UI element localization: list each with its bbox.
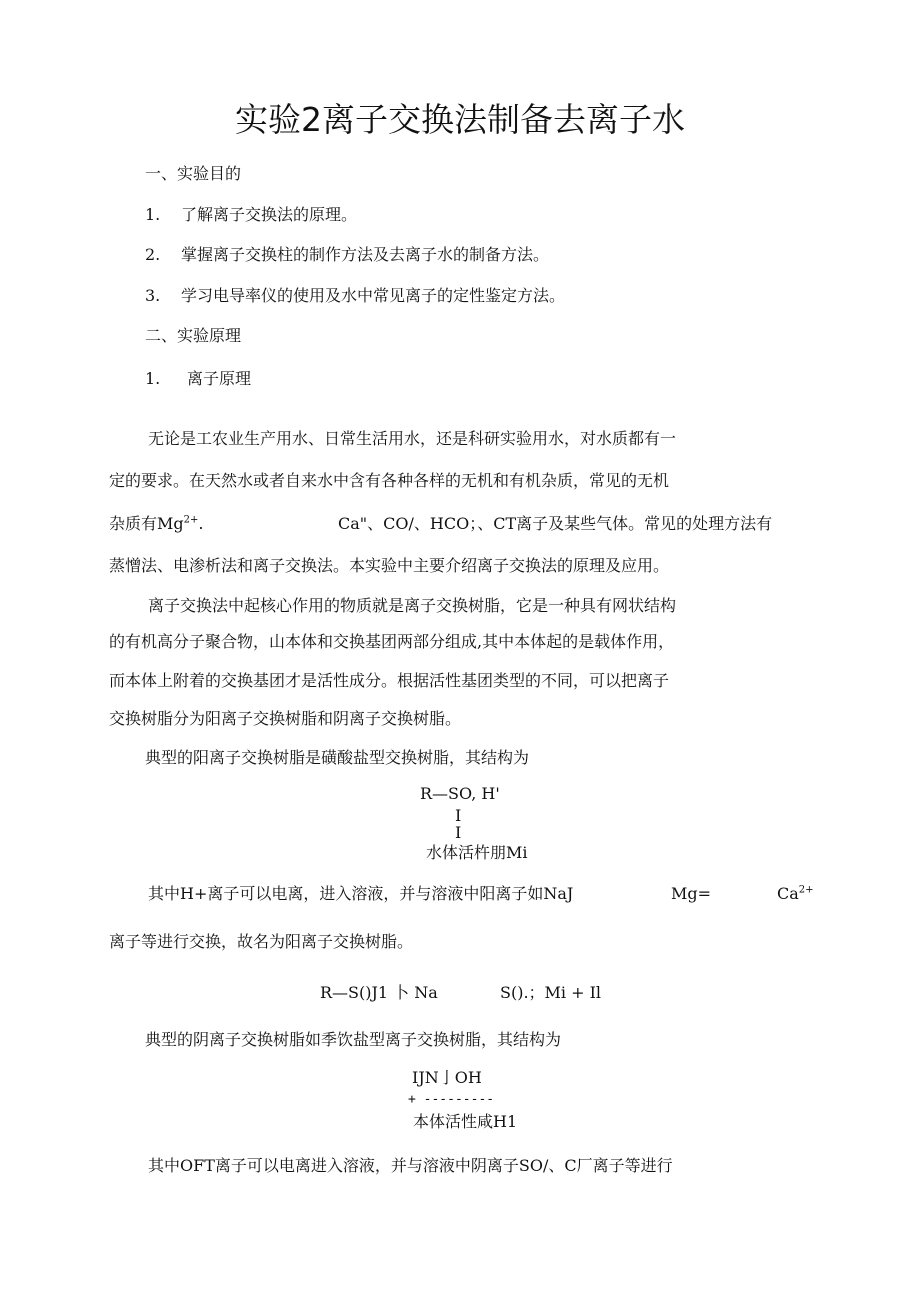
paragraph-line: 交换树脂分为阳离子交换树脂和阴离子交换树脂。 xyxy=(109,709,462,728)
structure-bond: + --------- xyxy=(408,1092,495,1107)
text-span: Ca xyxy=(777,884,799,903)
paragraph-line: 其中OFT离子可以电离进入溶液，并与溶液中阴离子SO/、C厂离子等进行 xyxy=(148,1156,673,1175)
section-heading-principle: 二、实验原理 xyxy=(145,326,242,345)
list-item-number: 1. xyxy=(145,205,161,224)
paragraph-line: 而本体上附着的交换基团才是活性成分。根据活性基团类型的不同，可以把离子 xyxy=(109,671,670,690)
equation-left: R—S()J1 卜 Na xyxy=(320,983,438,1002)
structure-bond: I xyxy=(455,806,462,825)
page-title: 实验2离子交换法制备去离子水 xyxy=(235,100,685,139)
paragraph-line: 无论是工农业生产用水、日常生活用水，还是科研实验用水，对水质都有一 xyxy=(148,429,677,448)
text-span: . xyxy=(198,514,204,533)
list-item-text: 掌握离子交换柱的制作方法及去离子水的制备方法。 xyxy=(181,245,550,264)
list-item-number: 2. xyxy=(145,245,161,264)
paragraph-line: 的有机高分子聚合物，山本体和交换基团两部分组成,其中本体起的是载体作用， xyxy=(109,632,675,651)
subsection-number: 1. xyxy=(145,369,161,388)
list-item xyxy=(145,245,549,265)
formula-text xyxy=(777,884,814,904)
structure-formula-bottom: 水体活杵朋Mi xyxy=(426,843,528,862)
paragraph-line: 蒸憎法、电渗析法和离子交换法。本实验中主要介绍离子交换法的原理及应用。 xyxy=(109,556,670,575)
list-item xyxy=(145,286,565,306)
paragraph-line: Ca"、CO/、HCO；、CT离子及某些气体。常见的处理方法有 xyxy=(338,514,773,533)
structure-formula-top: IJN亅OH xyxy=(412,1068,482,1087)
text-span: 杂质有Mg xyxy=(109,514,184,533)
paragraph-line: 典型的阴离子交换树脂如季饮盐型离子交换树脂，其结构为 xyxy=(145,1030,562,1049)
paragraph-line: 离子交换法中起核心作用的物质就是离子交换树脂，它是一种具有网状结构 xyxy=(148,596,677,615)
paragraph-line: 离子等进行交换，故名为阳离子交换树脂。 xyxy=(109,932,414,951)
structure-formula-bottom: 本体活性咸H1 xyxy=(413,1112,518,1131)
section-heading-purpose: 一、实验目的 xyxy=(145,164,242,183)
paragraph-line xyxy=(109,514,203,534)
structure-formula-top: R—SO, H' xyxy=(420,784,500,803)
structure-bond: I xyxy=(455,823,462,842)
formula-text: Mg= xyxy=(671,884,712,903)
superscript: 2+ xyxy=(798,884,814,896)
list-item-number: 3. xyxy=(145,286,161,305)
list-item xyxy=(145,205,357,225)
superscript: 2+ xyxy=(183,514,199,526)
paragraph-line: 其中H+离子可以电离，进入溶液，并与溶液中阳离子如NaJ xyxy=(148,884,574,903)
equation-right: S().；Mi + Il xyxy=(500,983,602,1002)
list-item-text: 学习电导率仪的使用及水中常见离子的定性鉴定方法。 xyxy=(181,286,566,305)
paragraph-line: 典型的阳离子交换树脂是磺酸盐型交换树脂，其结构为 xyxy=(145,748,530,767)
subsection-heading xyxy=(145,369,251,389)
paragraph-line: 定的要求。在天然水或者自来水中含有各种各样的无机和有机杂质，常见的无机 xyxy=(109,471,670,490)
list-item-text: 了解离子交换法的原理。 xyxy=(181,205,358,224)
subsection-text: 离子原理 xyxy=(187,369,252,388)
